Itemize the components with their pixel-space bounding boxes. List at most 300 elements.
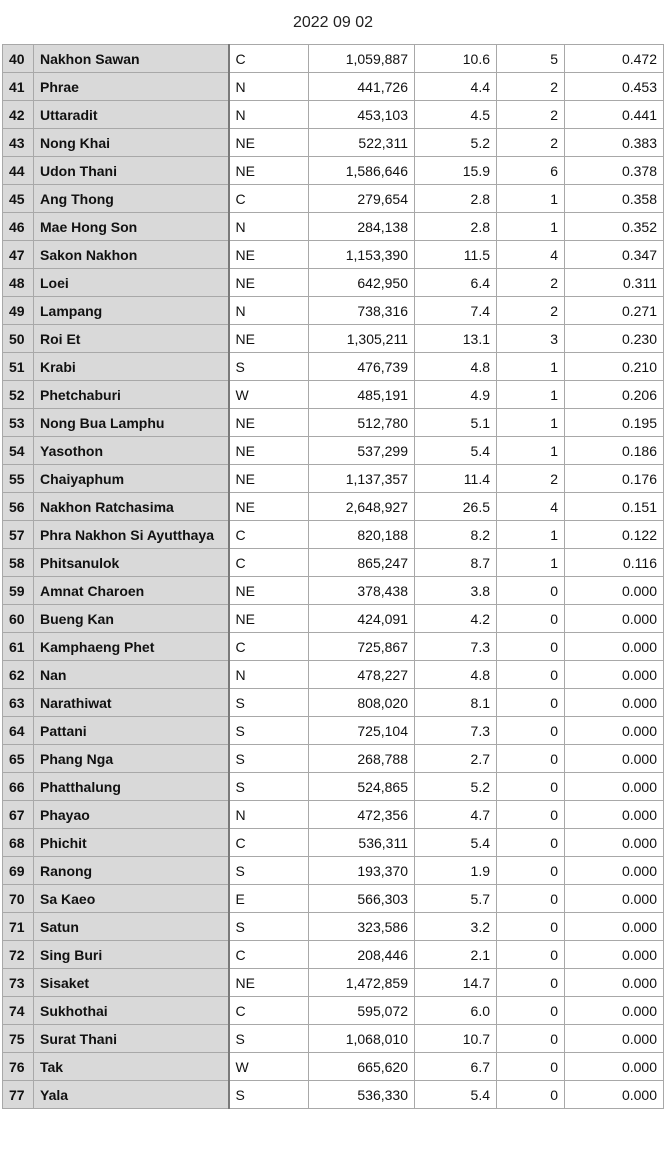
table-row xyxy=(3,745,664,773)
population-cell: 642,950 xyxy=(309,269,415,297)
population-ratio-cell: 11.4 xyxy=(415,465,497,493)
rank-cell: 72 xyxy=(3,941,34,969)
rank-cell: 67 xyxy=(3,801,34,829)
rank-cell: 59 xyxy=(3,577,34,605)
province-cell: Nong Bua Lamphu xyxy=(34,409,229,437)
table-row xyxy=(3,381,664,409)
table-row xyxy=(3,577,664,605)
population-cell: 512,780 xyxy=(309,409,415,437)
region-cell: C xyxy=(229,521,309,549)
province-cell: Ang Thong xyxy=(34,185,229,213)
population-cell: 808,020 xyxy=(309,689,415,717)
region-cell: C xyxy=(229,633,309,661)
rate-cell: 0.000 xyxy=(565,1025,664,1053)
table-row xyxy=(3,913,664,941)
population-ratio-cell: 2.1 xyxy=(415,941,497,969)
population-cell: 536,330 xyxy=(309,1081,415,1109)
table-body xyxy=(3,45,664,1109)
rank-cell: 54 xyxy=(3,437,34,465)
count-cell: 0 xyxy=(497,1053,565,1081)
province-cell: Satun xyxy=(34,913,229,941)
region-cell: N xyxy=(229,101,309,129)
count-cell: 0 xyxy=(497,969,565,997)
province-cell: Phatthalung xyxy=(34,773,229,801)
count-cell: 0 xyxy=(497,829,565,857)
count-cell: 2 xyxy=(497,73,565,101)
province-cell: Phra Nakhon Si Ayutthaya xyxy=(34,521,229,549)
count-cell: 0 xyxy=(497,633,565,661)
population-cell: 665,620 xyxy=(309,1053,415,1081)
count-cell: 4 xyxy=(497,241,565,269)
province-cell: Nakhon Ratchasima xyxy=(34,493,229,521)
region-cell: C xyxy=(229,997,309,1025)
province-cell: Loei xyxy=(34,269,229,297)
region-cell: NE xyxy=(229,129,309,157)
region-cell: NE xyxy=(229,493,309,521)
table-row xyxy=(3,661,664,689)
population-ratio-cell: 4.8 xyxy=(415,661,497,689)
population-cell: 1,137,357 xyxy=(309,465,415,493)
rank-cell: 62 xyxy=(3,661,34,689)
rate-cell: 0.000 xyxy=(565,801,664,829)
population-ratio-cell: 10.7 xyxy=(415,1025,497,1053)
province-cell: Ranong xyxy=(34,857,229,885)
region-cell: NE xyxy=(229,577,309,605)
region-cell: NE xyxy=(229,437,309,465)
rate-cell: 0.151 xyxy=(565,493,664,521)
population-cell: 1,068,010 xyxy=(309,1025,415,1053)
population-ratio-cell: 2.8 xyxy=(415,213,497,241)
rank-cell: 64 xyxy=(3,717,34,745)
population-cell: 472,356 xyxy=(309,801,415,829)
province-cell: Phitsanulok xyxy=(34,549,229,577)
rank-cell: 68 xyxy=(3,829,34,857)
rank-cell: 56 xyxy=(3,493,34,521)
count-cell: 2 xyxy=(497,101,565,129)
region-cell: NE xyxy=(229,269,309,297)
rate-cell: 0.352 xyxy=(565,213,664,241)
population-ratio-cell: 7.4 xyxy=(415,297,497,325)
table-row xyxy=(3,829,664,857)
region-cell: C xyxy=(229,829,309,857)
population-ratio-cell: 5.2 xyxy=(415,773,497,801)
population-ratio-cell: 8.1 xyxy=(415,689,497,717)
table-row xyxy=(3,997,664,1025)
count-cell: 0 xyxy=(497,1025,565,1053)
rate-cell: 0.176 xyxy=(565,465,664,493)
region-cell: C xyxy=(229,45,309,73)
count-cell: 2 xyxy=(497,269,565,297)
population-ratio-cell: 7.3 xyxy=(415,717,497,745)
population-ratio-cell: 5.4 xyxy=(415,437,497,465)
rate-cell: 0.358 xyxy=(565,185,664,213)
data-table xyxy=(2,44,664,1109)
region-cell: S xyxy=(229,1081,309,1109)
province-cell: Lampang xyxy=(34,297,229,325)
count-cell: 0 xyxy=(497,773,565,801)
province-cell: Surat Thani xyxy=(34,1025,229,1053)
population-cell: 1,586,646 xyxy=(309,157,415,185)
population-cell: 537,299 xyxy=(309,437,415,465)
region-cell: S xyxy=(229,745,309,773)
population-cell: 566,303 xyxy=(309,885,415,913)
population-cell: 193,370 xyxy=(309,857,415,885)
population-ratio-cell: 8.7 xyxy=(415,549,497,577)
population-cell: 378,438 xyxy=(309,577,415,605)
population-cell: 1,153,390 xyxy=(309,241,415,269)
region-cell: C xyxy=(229,941,309,969)
rank-cell: 51 xyxy=(3,353,34,381)
population-cell: 524,865 xyxy=(309,773,415,801)
population-ratio-cell: 26.5 xyxy=(415,493,497,521)
population-cell: 478,227 xyxy=(309,661,415,689)
rank-cell: 77 xyxy=(3,1081,34,1109)
population-cell: 1,059,887 xyxy=(309,45,415,73)
page-title: 2022 09 02 xyxy=(292,14,374,31)
table-row xyxy=(3,969,664,997)
count-cell: 0 xyxy=(497,577,565,605)
region-cell: NE xyxy=(229,605,309,633)
province-cell: Phetchaburi xyxy=(34,381,229,409)
rank-cell: 61 xyxy=(3,633,34,661)
region-cell: N xyxy=(229,213,309,241)
rate-cell: 0.122 xyxy=(565,521,664,549)
rate-cell: 0.000 xyxy=(565,829,664,857)
count-cell: 0 xyxy=(497,661,565,689)
population-ratio-cell: 7.3 xyxy=(415,633,497,661)
rank-cell: 73 xyxy=(3,969,34,997)
population-ratio-cell: 3.2 xyxy=(415,913,497,941)
count-cell: 0 xyxy=(497,745,565,773)
table-row xyxy=(3,157,664,185)
rate-cell: 0.453 xyxy=(565,73,664,101)
count-cell: 6 xyxy=(497,157,565,185)
population-cell: 1,472,859 xyxy=(309,969,415,997)
rank-cell: 52 xyxy=(3,381,34,409)
province-cell: Narathiwat xyxy=(34,689,229,717)
count-cell: 0 xyxy=(497,689,565,717)
table-row xyxy=(3,1025,664,1053)
table-row xyxy=(3,941,664,969)
province-cell: Yala xyxy=(34,1081,229,1109)
population-cell: 424,091 xyxy=(309,605,415,633)
table-row xyxy=(3,689,664,717)
population-cell: 725,867 xyxy=(309,633,415,661)
region-cell: N xyxy=(229,801,309,829)
count-cell: 0 xyxy=(497,885,565,913)
count-cell: 1 xyxy=(497,521,565,549)
region-cell: S xyxy=(229,913,309,941)
rate-cell: 0.000 xyxy=(565,605,664,633)
rank-cell: 63 xyxy=(3,689,34,717)
count-cell: 2 xyxy=(497,465,565,493)
count-cell: 0 xyxy=(497,605,565,633)
population-cell: 522,311 xyxy=(309,129,415,157)
region-cell: C xyxy=(229,549,309,577)
population-ratio-cell: 2.7 xyxy=(415,745,497,773)
rate-cell: 0.441 xyxy=(565,101,664,129)
population-ratio-cell: 4.8 xyxy=(415,353,497,381)
count-cell: 1 xyxy=(497,549,565,577)
population-cell: 865,247 xyxy=(309,549,415,577)
table-row xyxy=(3,493,664,521)
region-cell: NE xyxy=(229,241,309,269)
rate-cell: 0.472 xyxy=(565,45,664,73)
population-ratio-cell: 10.6 xyxy=(415,45,497,73)
province-cell: Kamphaeng Phet xyxy=(34,633,229,661)
region-cell: NE xyxy=(229,465,309,493)
province-cell: Sisaket xyxy=(34,969,229,997)
population-ratio-cell: 5.4 xyxy=(415,1081,497,1109)
province-cell: Phichit xyxy=(34,829,229,857)
table-row xyxy=(3,297,664,325)
rate-cell: 0.230 xyxy=(565,325,664,353)
population-ratio-cell: 6.0 xyxy=(415,997,497,1025)
population-cell: 268,788 xyxy=(309,745,415,773)
count-cell: 1 xyxy=(497,409,565,437)
table-row xyxy=(3,885,664,913)
province-cell: Uttaradit xyxy=(34,101,229,129)
rank-cell: 58 xyxy=(3,549,34,577)
region-cell: S xyxy=(229,1025,309,1053)
population-cell: 725,104 xyxy=(309,717,415,745)
rate-cell: 0.000 xyxy=(565,661,664,689)
rate-cell: 0.000 xyxy=(565,773,664,801)
population-cell: 441,726 xyxy=(309,73,415,101)
population-cell: 738,316 xyxy=(309,297,415,325)
population-ratio-cell: 8.2 xyxy=(415,521,497,549)
population-cell: 476,739 xyxy=(309,353,415,381)
count-cell: 0 xyxy=(497,801,565,829)
rank-cell: 75 xyxy=(3,1025,34,1053)
table-row xyxy=(3,773,664,801)
region-cell: E xyxy=(229,885,309,913)
rank-cell: 46 xyxy=(3,213,34,241)
population-ratio-cell: 4.7 xyxy=(415,801,497,829)
region-cell: N xyxy=(229,661,309,689)
province-cell: Tak xyxy=(34,1053,229,1081)
rate-cell: 0.378 xyxy=(565,157,664,185)
rate-cell: 0.195 xyxy=(565,409,664,437)
table-row xyxy=(3,521,664,549)
province-cell: Sakon Nakhon xyxy=(34,241,229,269)
population-cell: 208,446 xyxy=(309,941,415,969)
table-row xyxy=(3,353,664,381)
rate-cell: 0.000 xyxy=(565,969,664,997)
province-cell: Mae Hong Son xyxy=(34,213,229,241)
rate-cell: 0.000 xyxy=(565,885,664,913)
data-table-container xyxy=(2,44,664,1109)
table-row xyxy=(3,857,664,885)
count-cell: 0 xyxy=(497,717,565,745)
region-cell: NE xyxy=(229,325,309,353)
count-cell: 0 xyxy=(497,857,565,885)
province-cell: Udon Thani xyxy=(34,157,229,185)
rate-cell: 0.271 xyxy=(565,297,664,325)
rate-cell: 0.000 xyxy=(565,913,664,941)
rate-cell: 0.000 xyxy=(565,1053,664,1081)
province-cell: Nong Khai xyxy=(34,129,229,157)
table-row xyxy=(3,185,664,213)
count-cell: 0 xyxy=(497,941,565,969)
population-cell: 279,654 xyxy=(309,185,415,213)
rank-cell: 40 xyxy=(3,45,34,73)
population-ratio-cell: 5.7 xyxy=(415,885,497,913)
rate-cell: 0.206 xyxy=(565,381,664,409)
rate-cell: 0.000 xyxy=(565,577,664,605)
rate-cell: 0.000 xyxy=(565,745,664,773)
population-ratio-cell: 6.7 xyxy=(415,1053,497,1081)
table-row xyxy=(3,633,664,661)
rank-cell: 42 xyxy=(3,101,34,129)
population-ratio-cell: 6.4 xyxy=(415,269,497,297)
rate-cell: 0.000 xyxy=(565,689,664,717)
rank-cell: 60 xyxy=(3,605,34,633)
population-ratio-cell: 3.8 xyxy=(415,577,497,605)
table-row xyxy=(3,605,664,633)
population-ratio-cell: 13.1 xyxy=(415,325,497,353)
count-cell: 5 xyxy=(497,45,565,73)
count-cell: 4 xyxy=(497,493,565,521)
rank-cell: 49 xyxy=(3,297,34,325)
rank-cell: 71 xyxy=(3,913,34,941)
population-ratio-cell: 15.9 xyxy=(415,157,497,185)
table-row xyxy=(3,437,664,465)
count-cell: 1 xyxy=(497,381,565,409)
rank-cell: 48 xyxy=(3,269,34,297)
population-ratio-cell: 1.9 xyxy=(415,857,497,885)
region-cell: S xyxy=(229,353,309,381)
table-row xyxy=(3,73,664,101)
count-cell: 2 xyxy=(497,297,565,325)
rank-cell: 57 xyxy=(3,521,34,549)
population-cell: 323,586 xyxy=(309,913,415,941)
count-cell: 0 xyxy=(497,1081,565,1109)
province-cell: Bueng Kan xyxy=(34,605,229,633)
count-cell: 0 xyxy=(497,997,565,1025)
province-cell: Nan xyxy=(34,661,229,689)
rate-cell: 0.116 xyxy=(565,549,664,577)
table-row xyxy=(3,549,664,577)
population-ratio-cell: 4.5 xyxy=(415,101,497,129)
rate-cell: 0.000 xyxy=(565,857,664,885)
table-row xyxy=(3,213,664,241)
region-cell: S xyxy=(229,717,309,745)
province-cell: Sing Buri xyxy=(34,941,229,969)
rate-cell: 0.311 xyxy=(565,269,664,297)
rate-cell: 0.383 xyxy=(565,129,664,157)
rate-cell: 0.210 xyxy=(565,353,664,381)
rank-cell: 76 xyxy=(3,1053,34,1081)
rank-cell: 65 xyxy=(3,745,34,773)
rate-cell: 0.000 xyxy=(565,997,664,1025)
population-cell: 2,648,927 xyxy=(309,493,415,521)
rate-cell: 0.347 xyxy=(565,241,664,269)
population-ratio-cell: 5.1 xyxy=(415,409,497,437)
count-cell: 1 xyxy=(497,437,565,465)
rank-cell: 66 xyxy=(3,773,34,801)
population-ratio-cell: 4.9 xyxy=(415,381,497,409)
population-ratio-cell: 5.2 xyxy=(415,129,497,157)
rank-cell: 69 xyxy=(3,857,34,885)
province-cell: Phayao xyxy=(34,801,229,829)
province-cell: Amnat Charoen xyxy=(34,577,229,605)
table-row xyxy=(3,45,664,73)
region-cell: C xyxy=(229,185,309,213)
region-cell: S xyxy=(229,689,309,717)
population-cell: 284,138 xyxy=(309,213,415,241)
rank-cell: 47 xyxy=(3,241,34,269)
region-cell: W xyxy=(229,1053,309,1081)
table-row xyxy=(3,101,664,129)
rank-cell: 74 xyxy=(3,997,34,1025)
province-cell: Phrae xyxy=(34,73,229,101)
rate-cell: 0.000 xyxy=(565,1081,664,1109)
rank-cell: 43 xyxy=(3,129,34,157)
rank-cell: 50 xyxy=(3,325,34,353)
count-cell: 0 xyxy=(497,913,565,941)
region-cell: NE xyxy=(229,157,309,185)
province-cell: Phang Nga xyxy=(34,745,229,773)
rate-cell: 0.000 xyxy=(565,941,664,969)
table-row xyxy=(3,1081,664,1109)
province-cell: Sa Kaeo xyxy=(34,885,229,913)
table-row xyxy=(3,129,664,157)
count-cell: 1 xyxy=(497,185,565,213)
rank-cell: 41 xyxy=(3,73,34,101)
population-ratio-cell: 14.7 xyxy=(415,969,497,997)
rank-cell: 45 xyxy=(3,185,34,213)
rate-cell: 0.000 xyxy=(565,633,664,661)
population-ratio-cell: 4.4 xyxy=(415,73,497,101)
population-cell: 453,103 xyxy=(309,101,415,129)
population-cell: 1,305,211 xyxy=(309,325,415,353)
population-cell: 595,072 xyxy=(309,997,415,1025)
rate-cell: 0.000 xyxy=(565,717,664,745)
region-cell: N xyxy=(229,73,309,101)
count-cell: 1 xyxy=(497,213,565,241)
table-row xyxy=(3,1053,664,1081)
table-row xyxy=(3,465,664,493)
rank-cell: 44 xyxy=(3,157,34,185)
population-cell: 485,191 xyxy=(309,381,415,409)
region-cell: S xyxy=(229,773,309,801)
province-cell: Roi Et xyxy=(34,325,229,353)
table-row xyxy=(3,801,664,829)
population-ratio-cell: 5.4 xyxy=(415,829,497,857)
population-cell: 820,188 xyxy=(309,521,415,549)
province-cell: Pattani xyxy=(34,717,229,745)
province-cell: Nakhon Sawan xyxy=(34,45,229,73)
count-cell: 3 xyxy=(497,325,565,353)
table-row xyxy=(3,409,664,437)
region-cell: NE xyxy=(229,409,309,437)
table-row xyxy=(3,325,664,353)
population-cell: 536,311 xyxy=(309,829,415,857)
province-cell: Krabi xyxy=(34,353,229,381)
rank-cell: 70 xyxy=(3,885,34,913)
count-cell: 1 xyxy=(497,353,565,381)
province-cell: Yasothon xyxy=(34,437,229,465)
province-cell: Sukhothai xyxy=(34,997,229,1025)
count-cell: 2 xyxy=(497,129,565,157)
population-ratio-cell: 2.8 xyxy=(415,185,497,213)
rate-cell: 0.186 xyxy=(565,437,664,465)
rank-cell: 55 xyxy=(3,465,34,493)
table-row xyxy=(3,241,664,269)
region-cell: S xyxy=(229,857,309,885)
population-ratio-cell: 4.2 xyxy=(415,605,497,633)
